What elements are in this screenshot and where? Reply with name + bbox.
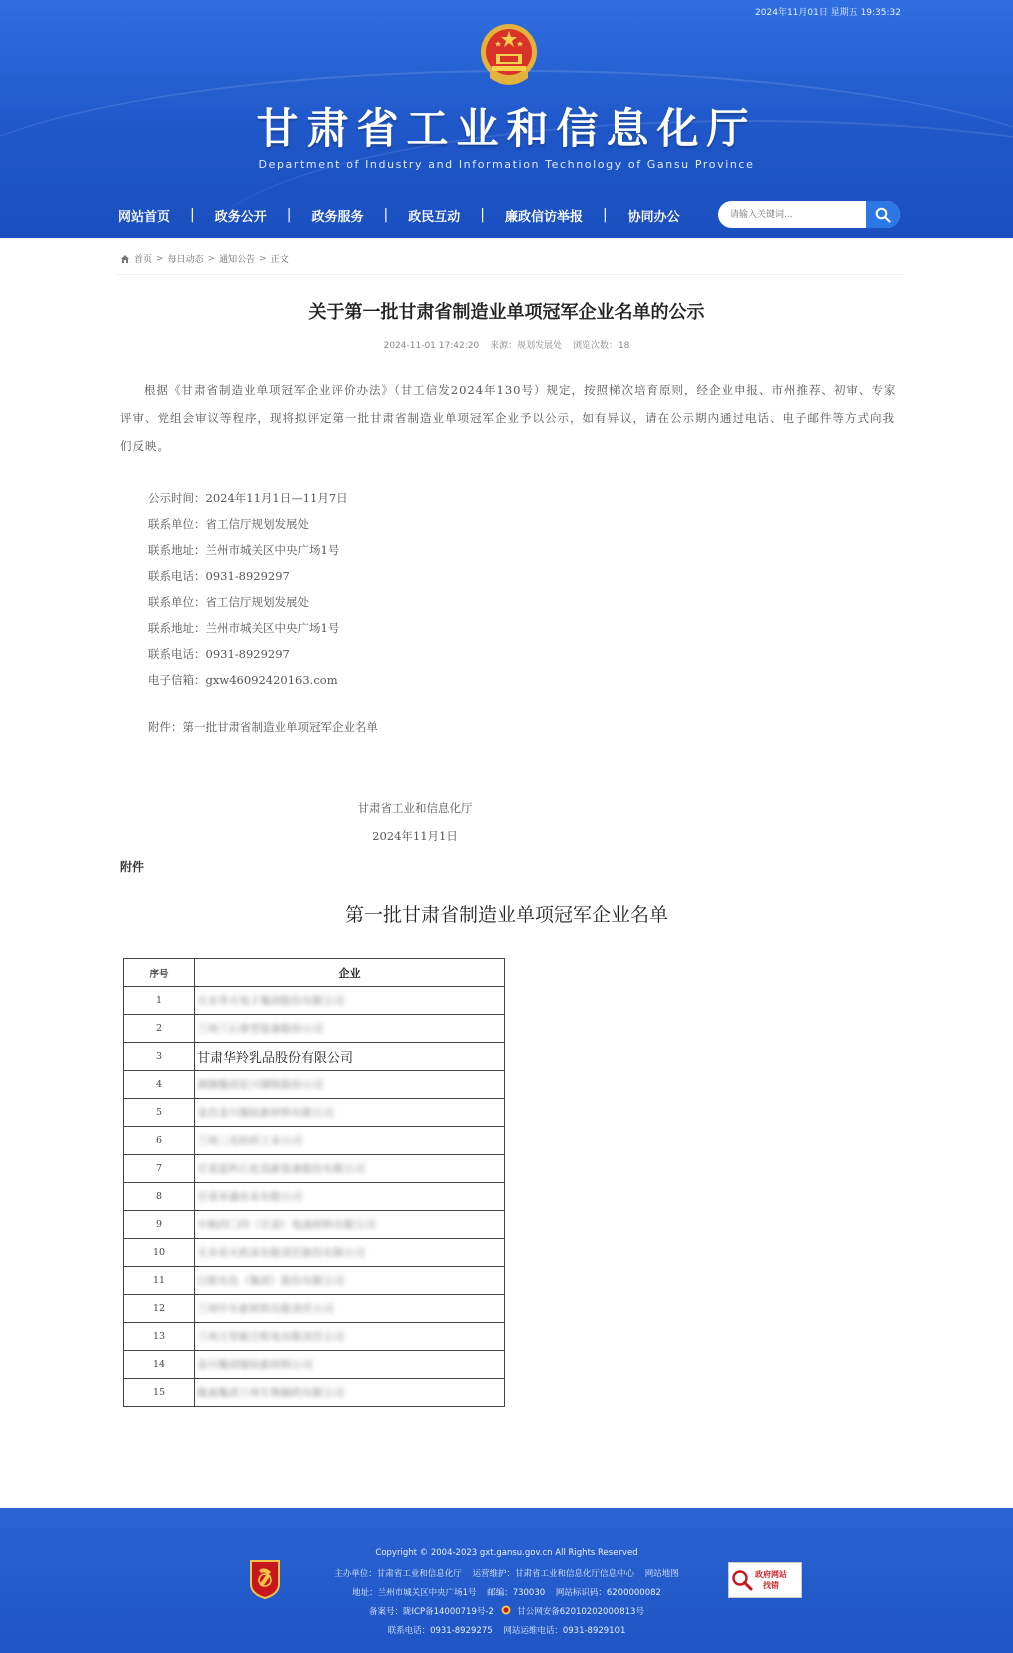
breadcrumb-separator: >	[259, 253, 267, 264]
row-enterprise-cell	[195, 1295, 505, 1323]
article-meta	[0, 338, 1013, 351]
table-row	[124, 1379, 505, 1407]
badge-line-1: 政府网站	[755, 1570, 787, 1579]
gov-website-error-report-badge[interactable]	[728, 1562, 802, 1598]
row-enterprise-cell	[195, 1071, 505, 1099]
breadcrumb-home[interactable]: 首页	[134, 255, 153, 265]
row-enterprise-cell	[195, 1015, 505, 1043]
table-row	[124, 1239, 505, 1267]
row-enterprise-cell	[195, 1211, 505, 1239]
attachment-link[interactable]: 附件：第一批甘肃省制造业单项冠军企业名单	[148, 720, 378, 734]
table-header-number: 序号	[124, 959, 195, 987]
site-footer	[0, 1508, 1013, 1653]
row-enterprise-cell	[195, 987, 505, 1015]
enterprise-name-blurred: 天水华天电子集团股份有限公司	[197, 995, 344, 1007]
enterprise-name-blurred: 兰州兰石重型装备股份公司	[197, 1023, 323, 1035]
enterprise-name-blurred: 陇南集团兰州生物制药有限公司	[197, 1387, 344, 1399]
footer-phone: 联系电话：0931-8929275	[387, 1626, 493, 1636]
row-enterprise-cell	[195, 1239, 505, 1267]
contact-unit: 联系单位：省工信厅规划发展处	[148, 595, 309, 609]
nav-integrity-report[interactable]: 廉政信访举报	[504, 209, 583, 225]
article-view-count: 浏览次数：18	[572, 341, 630, 351]
table-row	[124, 1015, 505, 1043]
enterprise-name-blurred: 金川集团镍钴新材料公司	[197, 1359, 313, 1371]
footer-site-code: 网站标识码：6200000082	[555, 1588, 661, 1598]
row-enterprise-cell	[195, 1351, 505, 1379]
contact-unit: 联系单位：省工信厅规划发展处	[148, 517, 309, 531]
footer-sitemap-link[interactable]: 网站地图	[644, 1569, 679, 1579]
list-title: 第一批甘肃省制造业单项冠军企业名单	[344, 904, 668, 926]
table-header-enterprise: 企业	[195, 959, 505, 987]
contact-address: 联系地址：兰州市城关区中央广场1号	[148, 621, 340, 635]
row-enterprise-cell	[195, 1323, 505, 1351]
table-row	[124, 1267, 505, 1295]
footer-copyright: Copyright © 2004-2023 gxt.gansu.gov.cn All Rights Reserved	[375, 1548, 638, 1558]
row-number: 1	[124, 987, 195, 1015]
breadcrumb-daily-news[interactable]: 每日动态	[167, 255, 204, 265]
row-number: 11	[124, 1267, 195, 1295]
contact-address: 联系地址：兰州市城关区中央广场1号	[148, 543, 340, 557]
article-source: 来源：规划发展处	[490, 341, 563, 351]
table-row	[124, 1211, 505, 1239]
contact-phone: 联系电话：0931-8929297	[148, 647, 290, 661]
row-number: 5	[124, 1099, 195, 1127]
footer-maintainer: 运营维护：甘肃省工业和信息化厅信息中心	[472, 1569, 634, 1579]
table-row	[124, 987, 505, 1015]
enterprise-name-blurred: 甘肃蓝科石化高新装备股份有限公司	[197, 1163, 365, 1175]
main-nav	[118, 204, 680, 226]
row-number: 14	[124, 1351, 195, 1379]
row-number: 7	[124, 1155, 195, 1183]
table-row	[124, 1071, 505, 1099]
site-subtitle: Department of Industry and Information Technology of Gansu Province	[258, 158, 755, 171]
breadcrumb-separator: >	[207, 253, 216, 264]
national-emblem-icon	[478, 22, 540, 90]
row-enterprise-cell	[195, 1127, 505, 1155]
row-enterprise-cell	[195, 1043, 505, 1071]
breadcrumb-divider	[118, 274, 903, 275]
enterprise-name-blurred: 兰州三毛纺织工业公司	[197, 1135, 302, 1147]
row-number: 13	[124, 1323, 195, 1351]
row-number: 2	[124, 1015, 195, 1043]
signature-organization: 甘肃省工业和信息化厅	[357, 801, 473, 815]
row-enterprise-cell	[195, 1379, 505, 1407]
breadcrumb-current: 正文	[270, 255, 289, 265]
search-box	[718, 201, 900, 228]
row-enterprise-cell	[195, 1099, 505, 1127]
table-row	[124, 1323, 505, 1351]
table-row	[124, 1295, 505, 1323]
nav-government-affairs[interactable]: 政务公开	[214, 209, 267, 225]
footer-address: 地址：兰州市城关区中央广场1号	[352, 1588, 477, 1598]
footer-postcode: 邮编：730030	[487, 1588, 546, 1598]
home-icon	[120, 254, 130, 264]
signature-date: 2024年11月1日	[372, 829, 458, 843]
header-datetime: 2024年11月01日 星期五 19:35:32	[755, 8, 901, 18]
table-row	[124, 1155, 505, 1183]
row-number: 6	[124, 1127, 195, 1155]
enterprise-name-blurred: 金昌金川镍钴新材料有限公司	[197, 1107, 334, 1119]
row-number: 10	[124, 1239, 195, 1267]
nav-separator: |	[383, 207, 389, 223]
contact-info	[148, 485, 348, 693]
nav-collaborative-office[interactable]: 协同办公	[627, 209, 680, 225]
police-badge-icon	[501, 1605, 511, 1615]
table-header-row	[124, 959, 505, 987]
article-publish-time: 2024-11-01 17:42:20	[383, 341, 480, 351]
article-body: 根据《甘肃省制造业单项冠军企业评价办法》（甘工信发2024年130号）规定，按照梯次培育原则，经企业申报、市州推荐、初审、专家评审、党组会审议等程序，现将拟评定第一批甘肃省制造业单项冠军企业予以公示，如有异议，请在公示期内通过电话、电子邮件等方式向我们反映。	[120, 383, 897, 453]
contact-email: 电子信箱：gxw46092420163.com	[148, 673, 338, 687]
nav-home[interactable]: 网站首页	[118, 209, 171, 225]
breadcrumb-separator: >	[156, 253, 164, 264]
footer-icp-link[interactable]: 备案号：陇ICP备14000719号-2	[369, 1607, 494, 1617]
nav-separator: |	[286, 207, 292, 223]
footer-host-line	[0, 1567, 1013, 1579]
site-title: 甘肃省工业和信息化厅	[256, 104, 757, 153]
article-title: 关于第一批甘肃省制造业单项冠军企业名单的公示	[308, 302, 705, 323]
nav-interaction[interactable]: 政民互动	[408, 209, 461, 225]
breadcrumb	[120, 252, 289, 265]
nav-government-services[interactable]: 政务服务	[311, 209, 364, 225]
enterprise-name-blurred: 中核四〇四（甘肃）电池材料有限公司	[197, 1219, 376, 1231]
footer-phone-line	[0, 1624, 1013, 1636]
enterprise-name-blurred: 兰州中车新材料有限责任公司	[197, 1303, 334, 1315]
table-row	[124, 1127, 505, 1155]
row-enterprise-cell	[195, 1267, 505, 1295]
badge-line-2: 找错	[763, 1581, 779, 1590]
row-enterprise-cell	[195, 1183, 505, 1211]
nav-separator: |	[602, 207, 608, 223]
row-number: 4	[124, 1071, 195, 1099]
footer-ops-phone: 网站运维电话：0931-8929101	[503, 1626, 626, 1636]
search-button[interactable]	[866, 201, 900, 228]
row-number: 8	[124, 1183, 195, 1211]
footer-police-record-link[interactable]: 甘公网安备62010202000813号	[517, 1607, 644, 1617]
table-row	[124, 1183, 505, 1211]
enterprise-name-blurred: 酒钢集团宏兴钢铁股份公司	[197, 1079, 323, 1091]
row-number: 9	[124, 1211, 195, 1239]
champion-enterprise-table	[123, 958, 505, 1407]
breadcrumb-notices[interactable]: 通知公告	[219, 255, 256, 265]
enterprise-name-blurred: 白银有色（集团）股份有限公司	[197, 1275, 344, 1287]
contact-phone: 联系电话：0931-8929297	[148, 569, 290, 583]
footer-record-line	[0, 1605, 1013, 1617]
row-number: 3	[124, 1043, 195, 1071]
enterprise-name-blurred: 甘肃亚盛农业有限公司	[197, 1191, 302, 1203]
table-row	[124, 1099, 505, 1127]
row-number: 15	[124, 1379, 195, 1407]
row-number: 12	[124, 1295, 195, 1323]
row-enterprise-cell	[195, 1155, 505, 1183]
enterprise-name-blurred: 天水星火机床有限责任股份有限公司	[197, 1247, 365, 1259]
table-row	[124, 1043, 505, 1071]
site-header	[0, 0, 1013, 238]
nav-separator: |	[190, 207, 195, 223]
table-row	[124, 1351, 505, 1379]
article-content	[0, 238, 1013, 1508]
footer-host: 主办单位：甘肃省工业和信息化厅	[334, 1569, 462, 1579]
nav-separator: |	[480, 207, 485, 223]
footer-address-line	[0, 1586, 1013, 1598]
notice-period: 公示时间：2024年11月1日—11月7日	[148, 491, 348, 505]
enterprise-name-blurred: 兰州万里航空机电有限责任公司	[197, 1331, 344, 1343]
enterprise-name: 甘肃华羚乳品股份有限公司	[197, 1051, 354, 1066]
attachment-label: 附件	[120, 860, 145, 874]
table-body	[124, 987, 505, 1407]
search-input[interactable]	[718, 201, 874, 228]
search-icon	[875, 207, 891, 223]
magnifier-icon	[731, 1569, 753, 1591]
